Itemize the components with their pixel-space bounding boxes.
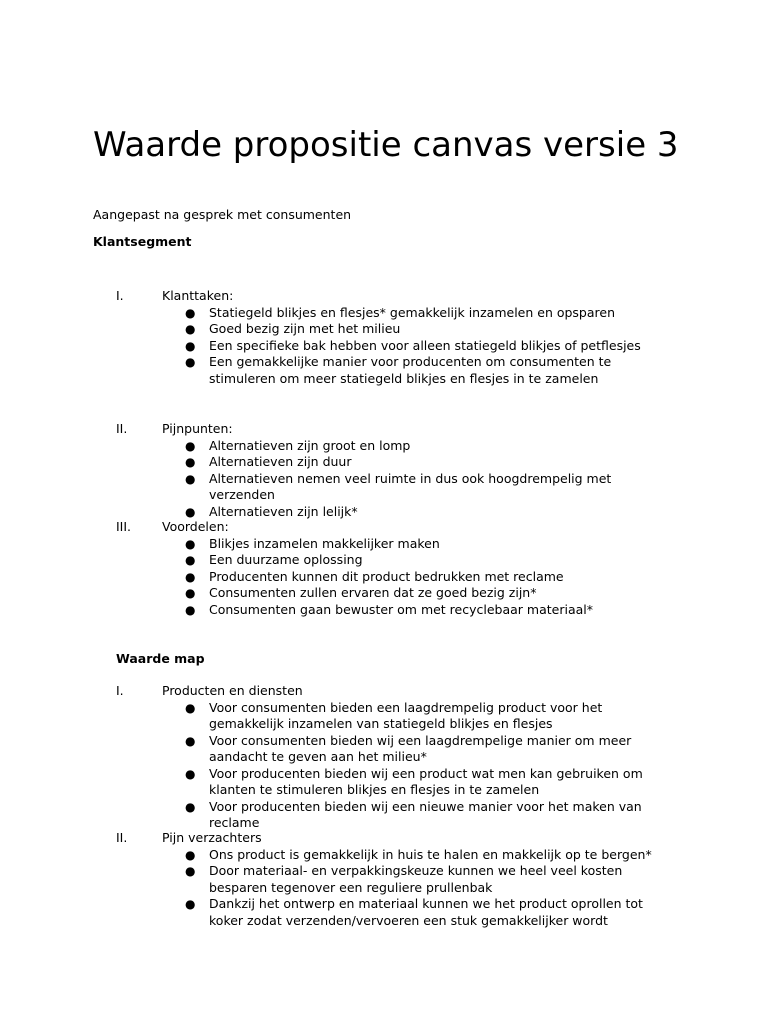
list-item-text: Door materiaal- en verpakkingskeuze kunnen we heel veel kosten besparen tegenover een reguliere prullenbak <box>209 863 623 895</box>
list-item-text: Consumenten zullen ervaren dat ze goed bezig zijn* <box>209 585 537 600</box>
bullet-icon: ● <box>185 322 196 336</box>
list-item-text: Alternatieven zijn lelijk* <box>209 503 358 519</box>
list-item <box>185 896 679 929</box>
bullet-icon: ● <box>185 504 196 519</box>
list-item <box>185 321 679 338</box>
bullet-icon: ● <box>185 355 196 369</box>
bullet-list <box>185 437 679 521</box>
list-item-text: Voor producenten bieden wij een nieuwe manier voor het maken van reclame <box>209 798 642 830</box>
bullet-icon: ● <box>185 733 196 748</box>
bullet-icon: ● <box>185 471 196 486</box>
list-item <box>185 585 679 602</box>
list-item <box>185 732 679 766</box>
list-item-text: Goed bezig zijn met het milieu <box>209 321 401 336</box>
list-item <box>185 863 679 896</box>
list-item-text: Voor consumenten bieden een laagdrempelig product voor het gemakkelijk inzamelen van statiegeld blikjes en flesjes <box>209 699 603 731</box>
list-item-text: Ons product is gemakkelijk in huis te halen en makkelijk op te bergen* <box>209 846 652 862</box>
list-item-text: Statiegeld blikjes en flesjes* gemakkelijk inzamelen en opsparen <box>209 304 616 320</box>
list-item <box>185 765 679 799</box>
bullet-list <box>185 846 679 930</box>
section-label: Pijn verzachters <box>162 830 262 845</box>
bullet-icon: ● <box>185 586 196 600</box>
list-item <box>185 304 679 322</box>
bullet-icon: ● <box>185 799 196 814</box>
list-item-text: Alternatieven zijn groot en lomp <box>209 437 411 453</box>
list-item <box>185 846 679 864</box>
section-numeral: II. <box>116 830 128 845</box>
list-item-text: Alternatieven zijn duur <box>209 454 352 469</box>
bullet-icon: ● <box>185 569 196 584</box>
list-item <box>185 454 679 471</box>
list-item-text: Voor consumenten bieden wij een laagdrempelige manier om meer aandacht te geven aan het milieu* <box>209 732 632 764</box>
bullet-list <box>185 535 679 619</box>
list-item-text: Een gemakkelijke manier voor producenten om consumenten te stimuleren om meer statiegeld blikjes en flesjes in te zamelen <box>209 354 612 386</box>
list-item <box>185 535 679 553</box>
list-item <box>185 601 679 619</box>
list-item-text: Voor producenten bieden wij een product wat men kan gebruiken om klanten te stimuleren blikjes en flesjes in te zamelen <box>209 765 643 797</box>
page-subtitle: Aangepast na gesprek met consumenten <box>93 207 352 222</box>
bullet-icon: ● <box>185 602 196 617</box>
list-item <box>185 437 679 455</box>
list-item <box>185 470 679 504</box>
section-numeral: I. <box>116 288 124 303</box>
list-item <box>185 354 679 387</box>
list-item-text: Blikjes inzamelen makkelijker maken <box>209 535 440 551</box>
list-item-text: Producenten kunnen dit product bedrukken met reclame <box>209 568 564 584</box>
heading-waarde-map: Waarde map <box>116 651 205 666</box>
section-numeral: II. <box>116 421 128 436</box>
bullet-icon: ● <box>185 766 196 781</box>
list-item <box>185 568 679 586</box>
section-label: Pijnpunten: <box>162 421 233 436</box>
section-label: Voordelen: <box>162 519 229 534</box>
list-item-text: Dankzij het ontwerp en materiaal kunnen we het product oprollen tot koker zodat verzenden/vervoeren een stuk gemakkelijker wordt <box>209 896 643 928</box>
bullet-icon: ● <box>185 897 196 911</box>
list-item-text: Een duurzame oplossing <box>209 552 363 567</box>
list-item <box>185 699 679 733</box>
list-item <box>185 798 679 832</box>
heading-klantsegment: Klantsegment <box>93 234 192 249</box>
bullet-list <box>185 304 679 388</box>
section-numeral: III. <box>116 519 132 534</box>
bullet-icon: ● <box>185 305 196 320</box>
bullet-icon: ● <box>185 438 196 453</box>
bullet-icon: ● <box>185 864 196 878</box>
bullet-icon: ● <box>185 847 196 862</box>
bullet-icon: ● <box>185 700 196 715</box>
bullet-icon: ● <box>185 338 196 353</box>
list-item <box>185 337 679 355</box>
section-label: Klanttaken: <box>162 288 234 303</box>
bullet-icon: ● <box>185 455 196 469</box>
bullet-icon: ● <box>185 553 196 567</box>
bullet-icon: ● <box>185 536 196 551</box>
section-label: Producten en diensten <box>162 683 303 698</box>
page-title: Waarde propositie canvas versie 3 <box>93 125 679 165</box>
section-numeral: I. <box>116 683 124 698</box>
list-item <box>185 552 679 569</box>
list-item <box>185 503 679 521</box>
list-item-text: Een specifieke bak hebben voor alleen statiegeld blikjes of petflesjes <box>209 337 641 353</box>
list-item-text: Alternatieven nemen veel ruimte in dus ook hoogdrempelig met verzenden <box>209 470 612 502</box>
bullet-list <box>185 699 679 832</box>
list-item-text: Consumenten gaan bewuster om met recyclebaar materiaal* <box>209 601 593 617</box>
